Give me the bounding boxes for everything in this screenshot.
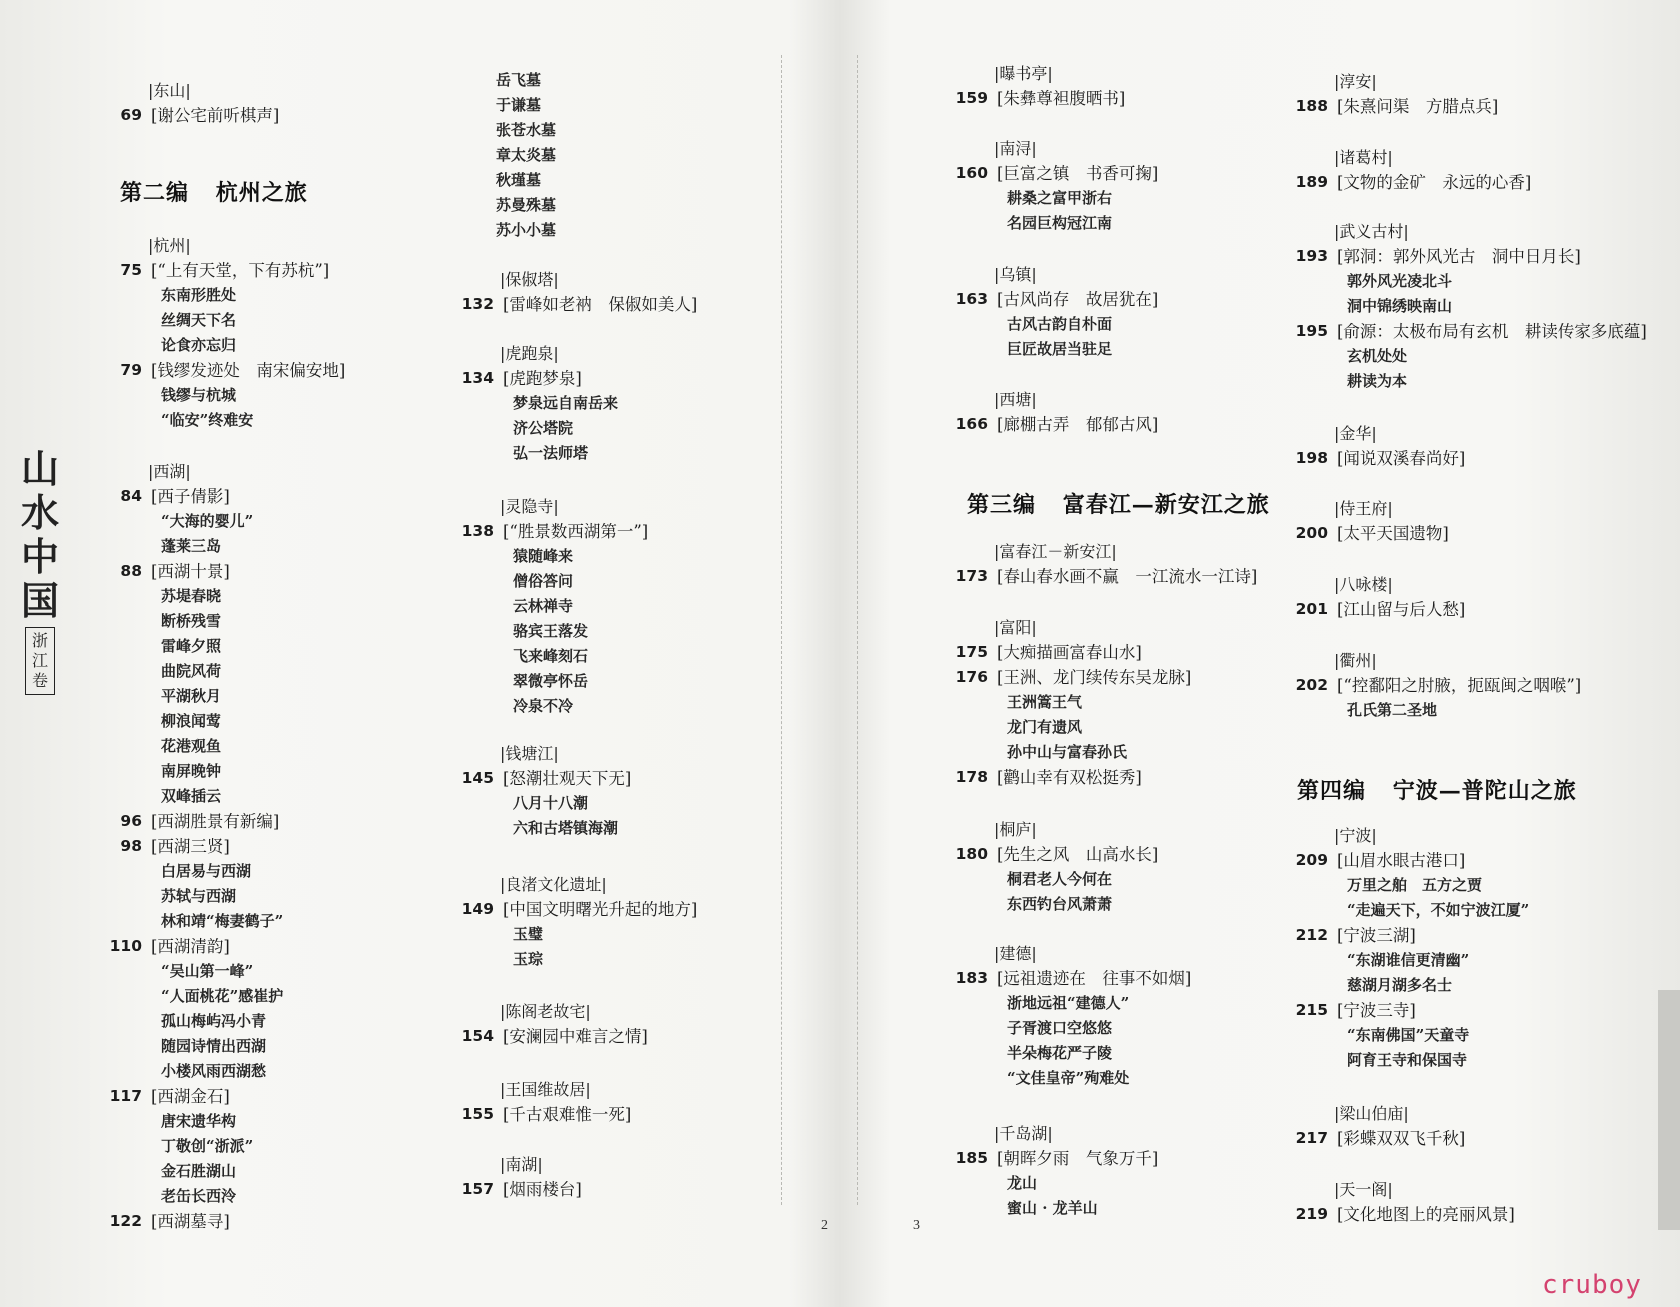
entry-title: [彩蝶双双飞千秋] [1337,1129,1466,1148]
entry-page-number: 215 [1295,1001,1328,1019]
toc-entry [104,358,514,383]
subentry: 苏堤春晓 [161,587,222,605]
subentry: 浙地远祖“建德人” [1007,994,1130,1012]
entry-page-number: 155 [461,1105,494,1123]
subentry: 云林禅寺 [513,597,574,615]
subentry: 飞来峰刻石 [513,647,589,665]
subentry: 郭外风光凌北斗 [1347,272,1453,290]
subentry: 名园巨构冠江南 [1007,214,1113,232]
location-heading: |天一阁| [1334,1180,1393,1199]
entry-title: [江山留与后人愁] [1337,600,1466,619]
subentry: 岳飞墓 [496,71,542,89]
toc-column-left-inner [456,0,866,1307]
entry-title: [“上有天堂，下有苏杭”] [151,261,330,280]
entry-title: [西子倩影] [151,487,230,506]
entry-title: [西湖金石] [151,1087,230,1106]
subentry: 阿育王寺和保国寺 [1347,1051,1468,1069]
entry-page-number: 175 [955,643,988,661]
entry-title: [朝晖夕雨 气象万千] [997,1149,1159,1168]
entry-title: [雷峰如老衲 保俶如美人] [503,295,698,314]
toc-entry [1290,998,1680,1023]
entry-title: [文化地图上的亮丽风景] [1337,1205,1515,1224]
entry-page-number: 160 [955,164,988,182]
book-title-seal [14,447,66,695]
entry-page-number: 154 [461,1027,494,1045]
edition-title: 杭州之旅 [215,180,308,206]
entry-title: [远祖遗迹在 往事不如烟] [997,969,1192,988]
entry-page-number: 209 [1295,851,1328,869]
toc-entry [456,292,866,317]
subentry: 王洲篙王气 [1007,693,1083,711]
subentry: 耕读为本 [1347,372,1408,390]
entry-page-number: 145 [461,769,494,787]
toc-entry [1290,319,1680,344]
location-heading: |虎跑泉| [500,344,559,363]
subentry: 六和古塔镇海潮 [513,819,619,837]
entry-page-number: 79 [120,361,142,379]
entry-page-number: 75 [120,261,142,279]
location-heading: |武义古村| [1334,222,1409,241]
toc-entry [1290,94,1680,119]
entry-page-number: 185 [955,1149,988,1167]
subentry: 南屏晚钟 [161,762,222,780]
subentry: 张苍水墓 [496,121,557,139]
entry-title: [文物的金矿 永远的心香] [1337,173,1532,192]
toc-section [456,1000,866,1049]
subentry: 花港观鱼 [161,737,222,755]
entry-page-number: 173 [955,567,988,585]
entry-title: [王洲、龙门续传东吴龙脉] [997,668,1192,687]
entry-page-number: 138 [461,522,494,540]
toc-column-right-outer [1290,0,1680,1307]
subentry: 东南形胜处 [161,286,237,304]
subentry: 孤山梅屿冯小青 [161,1012,267,1030]
entry-page-number: 134 [461,369,494,387]
subentry: 蓬莱三岛 [161,537,222,555]
entry-title: [千古艰难惟一死] [503,1105,632,1124]
entry-title: [烟雨楼台] [503,1180,582,1199]
entry-title: [西湖清韵] [151,937,230,956]
entry-title: [宁波三湖] [1337,926,1416,945]
entry-page-number: 189 [1295,173,1328,191]
location-heading: |梁山伯庙| [1334,1104,1409,1123]
toc-entry [456,897,866,922]
subentry: 丝绸天下名 [161,311,237,329]
location-heading: |曝书亭| [994,64,1053,83]
subentry: “吴山第一峰” [161,962,254,980]
toc-section [456,495,866,719]
toc-entry [104,1084,514,1109]
toc-entry [456,1177,866,1202]
location-heading: |诸葛村| [1334,148,1393,167]
location-heading: |金华| [1334,424,1377,443]
location-heading: |杭州| [148,236,191,255]
toc-entry [104,834,514,859]
subentry: 猿随峰来 [513,547,574,565]
toc-column-left-outer [104,0,514,1307]
location-heading: |建德| [994,944,1037,963]
entry-title: [钱缪发迹处 南宋偏安地] [151,361,346,380]
entry-title: [安澜园中难言之情] [503,1027,648,1046]
subentry: 柳浪闻莺 [161,712,222,730]
edition-title: 富春江—新安江之旅 [1062,492,1270,518]
subentry: 慈湖月湖多名士 [1347,976,1453,994]
toc-section [1290,70,1680,119]
toc-entry [1290,446,1680,471]
toc-section [1290,1102,1680,1151]
toc-section [1290,497,1680,546]
toc-section [1290,146,1680,195]
entry-page-number: 183 [955,969,988,987]
toc-entry [104,809,514,834]
location-heading: |陈阁老故宅| [500,1002,591,1021]
toc-entry [1290,673,1680,698]
subentry: 雷峰夕照 [161,637,222,655]
entry-title: [闻说双溪春尚好] [1337,449,1466,468]
entry-title: [廊棚古弄 郁郁古风] [997,415,1159,434]
toc-entry [1290,597,1680,622]
entry-title: [西湖胜景有新编] [151,812,280,831]
entry-page-number: 219 [1295,1205,1328,1223]
entry-title: [俞源：太极布局有玄机 耕读传家多底蕴] [1337,322,1647,341]
entry-page-number: 201 [1295,600,1328,618]
location-heading: |富春江－新安江| [994,542,1117,561]
toc-section [1290,649,1680,723]
seal-subtitle: 浙江卷 [25,627,55,695]
entry-title: [怒潮壮观天下无] [503,769,632,788]
entry-title: [山眉水眼古港口] [1337,851,1466,870]
entry-title: [春山春水画不赢 一江流水一江诗] [997,567,1258,586]
location-heading: |灵隐寺| [500,497,559,516]
subentry: 双峰插云 [161,787,222,805]
entry-title: [西湖十景] [151,562,230,581]
toc-entry [456,766,866,791]
toc-entry [104,1209,514,1234]
entry-page-number: 163 [955,290,988,308]
entry-page-number: 96 [120,812,142,830]
subentry: 古风古韵自朴面 [1007,315,1113,333]
subentry: 苏曼殊墓 [496,196,557,214]
entry-title: [太平天国遗物] [1337,524,1449,543]
entry-page-number: 88 [120,562,142,580]
toc-entry [1290,1202,1680,1227]
entry-page-number: 202 [1295,676,1328,694]
toc-section [104,234,514,433]
subentry: 孔氏第二圣地 [1347,701,1438,719]
subentry: 苏小小墓 [496,221,557,239]
subentry: 秋瑾墓 [496,171,542,189]
entry-page-number: 69 [120,106,142,124]
subentry: 随园诗情出西湖 [161,1037,267,1055]
toc-entry [456,519,866,544]
entry-title: [西湖三贤] [151,837,230,856]
location-heading: |南湖| [500,1155,543,1174]
toc-section [1290,220,1680,394]
subentry: 万里之舶 五方之贾 [1347,876,1483,894]
entry-page-number: 200 [1295,524,1328,542]
watermark: cruboy [1542,1270,1642,1300]
seal-char: 国 [20,578,59,623]
toc-section [104,79,514,128]
subentry: 唐宋遗华构 [161,1112,237,1130]
page-number-right: 3 [913,1218,920,1233]
subentry: 济公塔院 [513,419,574,437]
entry-title: [大痴描画富春山水] [997,643,1142,662]
toc-section [456,1078,866,1127]
toc-entry [104,484,514,509]
subentry: 论食亦忘归 [161,336,237,354]
location-heading: |富阳| [994,618,1037,637]
toc-section [456,342,866,466]
entry-page-number: 132 [461,295,494,313]
entry-page-number: 117 [109,1087,142,1105]
entry-page-number: 198 [1295,449,1328,467]
entry-page-number: 110 [109,937,142,955]
location-heading: |良渚文化遗址| [500,875,607,894]
subentry: 冷泉不冷 [513,697,574,715]
location-heading: |千岛湖| [994,1124,1053,1143]
toc-entry [456,366,866,391]
toc-entry [104,258,514,283]
location-heading: |八咏楼| [1334,575,1393,594]
entry-page-number: 166 [955,415,988,433]
subentry: “大海的婴儿” [161,512,254,530]
entry-page-number: 149 [461,900,494,918]
subentry: “东湖谁信更清幽” [1347,951,1470,969]
subentry: 玉璧 [513,925,544,943]
subentry: 龙山 [1007,1174,1038,1192]
subentry: 子胥渡口空悠悠 [1007,1019,1113,1037]
entry-title: [朱彝尊袒腹晒书] [997,89,1126,108]
subentry: 梦泉远自南岳来 [513,394,619,412]
subentry: 耕桑之富甲浙右 [1007,189,1113,207]
subentry: 林和靖“梅妻鹤子” [161,912,284,930]
edition-label: 第三编 [967,492,1037,518]
subentry: 巨匠故居当驻足 [1007,340,1113,358]
entry-page-number: 180 [955,845,988,863]
location-heading: |宁波| [1334,826,1377,845]
entry-page-number: 98 [120,837,142,855]
toc-section [456,268,866,317]
subentry: 洞中锦绣映南山 [1347,297,1453,315]
subentry: 断桥残雪 [161,612,222,630]
subentry: 僧俗答问 [513,572,574,590]
subentry: “临安”终难安 [161,411,254,429]
entry-title: [谢公宅前听棋声] [151,106,280,125]
entry-page-number: 122 [109,1212,142,1230]
subentry: 东西钓台风萧萧 [1007,895,1113,913]
location-heading: |西塘| [994,390,1037,409]
toc-section [456,742,866,841]
edition-label: 第四编 [1297,778,1367,804]
entry-page-number: 212 [1295,926,1328,944]
toc-entry [1290,521,1680,546]
entry-page-number: 217 [1295,1129,1328,1147]
seal-char: 山 [20,446,59,491]
subentry: 龙门有遗风 [1007,718,1083,736]
subentry: “人面桃花”感崔护 [161,987,284,1005]
entry-page-number: 157 [461,1180,494,1198]
subentry: 钱缪与杭城 [161,386,237,404]
subentry: 蜜山 · 龙羊山 [1007,1199,1098,1217]
entry-title: [宁波三寺] [1337,1001,1416,1020]
subentry: “走遍天下，不如宁波江厦” [1347,901,1530,919]
location-heading: |西湖| [148,462,191,481]
subentry: 曲院风荷 [161,662,222,680]
page-number-left: 2 [821,1218,828,1233]
toc-section [1290,422,1680,471]
location-heading: |侍王府| [1334,499,1393,518]
entry-page-number: 159 [955,89,988,107]
location-heading: |衢州| [1334,651,1377,670]
entry-page-number: 195 [1295,322,1328,340]
subentry: 骆宾王落发 [513,622,589,640]
entry-title: [古风尚存 故居犹在] [997,290,1159,309]
subentry: “东南佛国”天童寺 [1347,1026,1470,1044]
subentry: 于谦墓 [496,96,542,114]
toc-entry [456,1024,866,1049]
toc-entry [1290,170,1680,195]
toc-entry [104,934,514,959]
entry-title: [先生之风 山高水长] [997,845,1159,864]
subentry: 玉琮 [513,950,544,968]
location-heading: |钱塘江| [500,744,559,763]
toc-section [456,1153,866,1202]
location-heading: |桐庐| [994,820,1037,839]
entry-title: [“胜景数西湖第一”] [503,522,649,541]
subentry: 丁敬创“浙派” [161,1137,254,1155]
subentry: 桐君老人今何在 [1007,870,1113,888]
entry-title: [西湖墓寻] [151,1212,230,1231]
seal-char: 中 [20,534,59,579]
toc-entry [456,1102,866,1127]
toc-section [104,460,514,1234]
toc-section [1290,824,1680,1073]
toc-section [456,873,866,972]
entry-title: [虎跑梦泉] [503,369,582,388]
location-heading: |乌镇| [994,265,1037,284]
toc-entry [1290,848,1680,873]
entry-title: [中国文明曙光升起的地方] [503,900,698,919]
toc-entry [104,103,514,128]
subentry: 玄机处处 [1347,347,1408,365]
location-heading: |王国维故居| [500,1080,591,1099]
entry-page-number: 193 [1295,247,1328,265]
tomb-list [456,68,866,243]
entry-page-number: 84 [120,487,142,505]
subentry: 白居易与西湖 [161,862,252,880]
toc-entry [1290,923,1680,948]
location-heading: |东山| [148,81,191,100]
location-heading: |保俶塔| [500,270,559,289]
toc-entry [1290,1126,1680,1151]
subentry: 老缶长西泠 [161,1187,237,1205]
entry-title: [鹳山幸有双松挺秀] [997,768,1142,787]
edition-title: 宁波—普陀山之旅 [1392,778,1577,804]
location-heading: |淳安| [1334,72,1377,91]
subentry: 孙中山与富春孙氏 [1007,743,1128,761]
entry-title: [巨富之镇 书香可掬] [997,164,1159,183]
entry-title: [“控鄱阳之肘腋，扼瓯闽之咽喉”] [1337,676,1582,695]
subentry: 半朵梅花严子陵 [1007,1044,1113,1062]
edition-label: 第二编 [120,180,190,206]
subentry: 章太炎墓 [496,146,557,164]
subentry: “文佳皇帝”殉难处 [1007,1069,1130,1087]
toc-entry [1290,244,1680,269]
subentry: 金石胜湖山 [161,1162,237,1180]
subentry: 平湖秋月 [161,687,222,705]
entry-page-number: 178 [955,768,988,786]
subentry: 弘一法师塔 [513,444,589,462]
subentry: 八月十八潮 [513,794,589,812]
subentry: 翠微亭怀岳 [513,672,589,690]
toc-entry [104,559,514,584]
entry-page-number: 176 [955,668,988,686]
toc-section [1290,573,1680,622]
scan-edge [1658,990,1680,1230]
toc-section [1290,1178,1680,1227]
entry-title: [郭洞：郭外风光古 洞中日月长] [1337,247,1581,266]
subentry: 小楼风雨西湖愁 [161,1062,267,1080]
entry-page-number: 188 [1295,97,1328,115]
location-heading: |南浔| [994,139,1037,158]
entry-title: [朱熹问渠 方腊点兵] [1337,97,1499,116]
seal-char: 水 [20,490,59,535]
subentry: 苏轼与西湖 [161,887,237,905]
